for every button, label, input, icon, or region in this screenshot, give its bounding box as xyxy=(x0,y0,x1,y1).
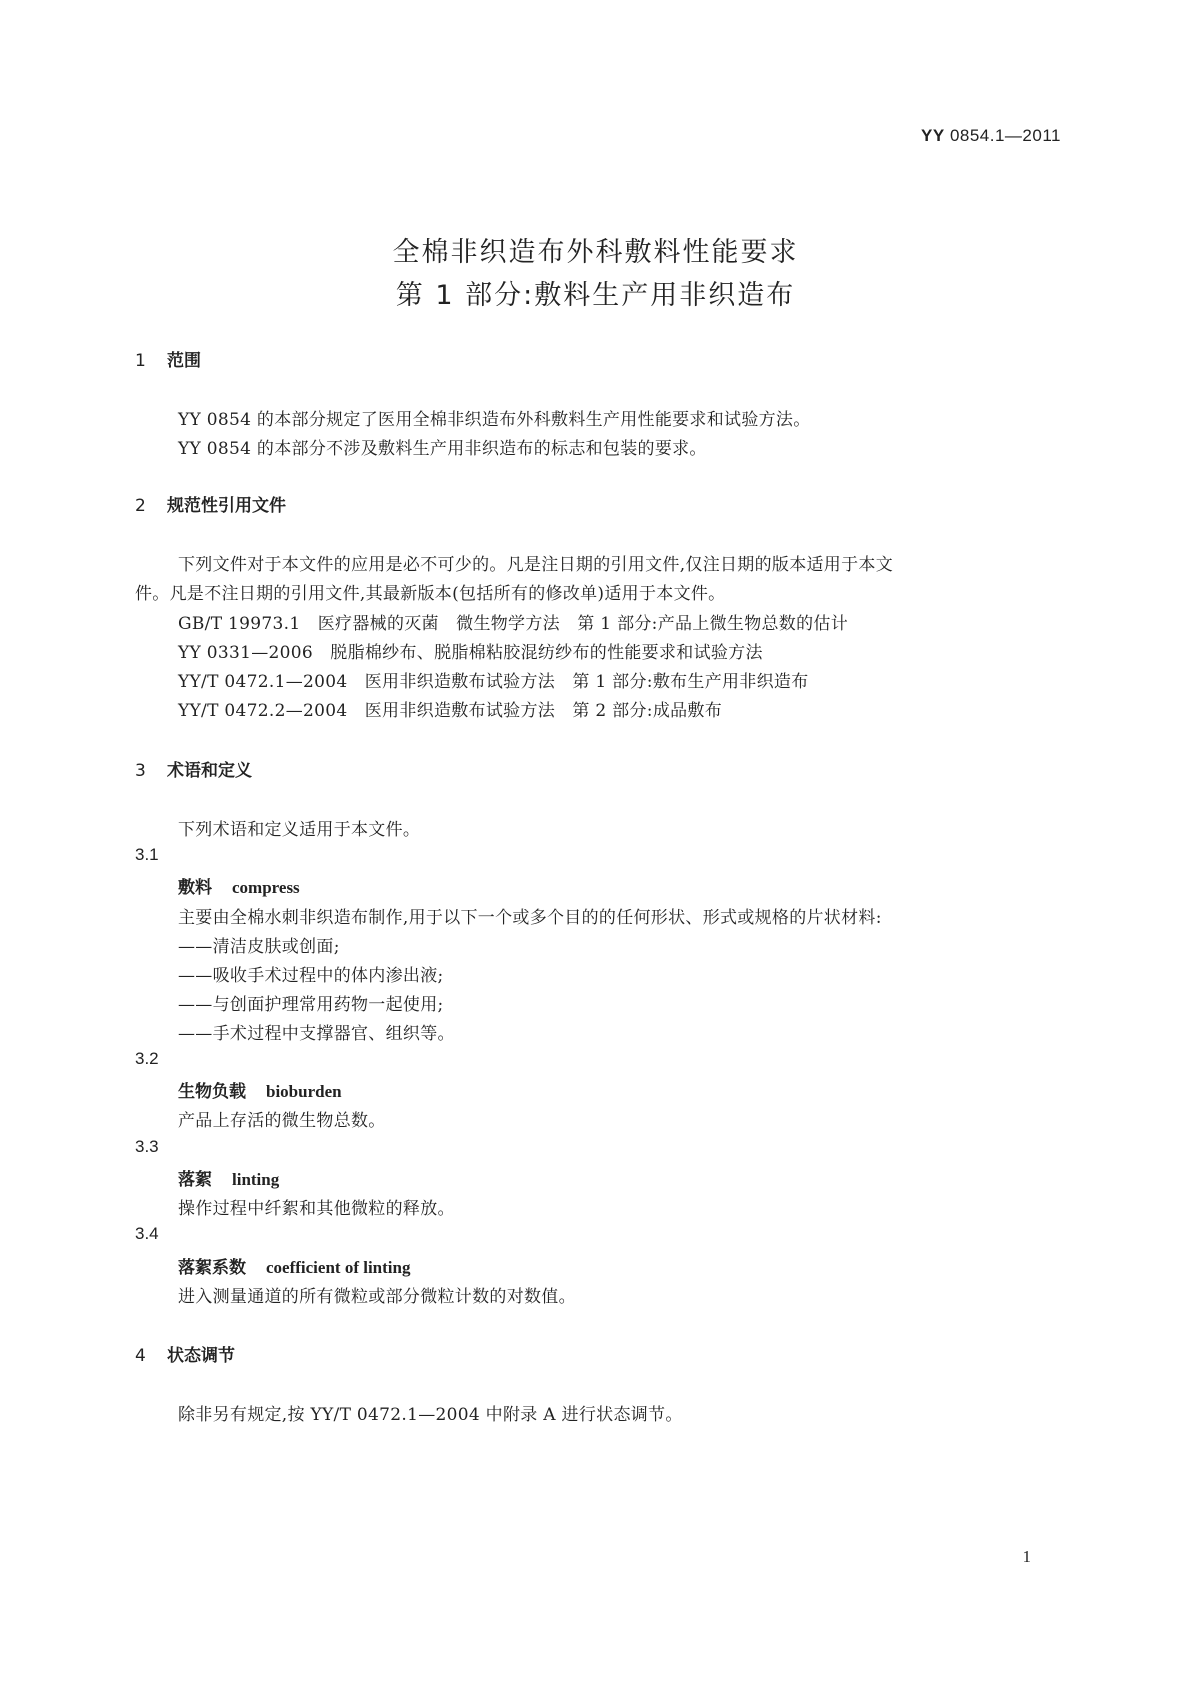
term-number: 3.4 xyxy=(135,1224,159,1243)
section-3-heading xyxy=(135,756,252,781)
paragraph: 件。凡是不注日期的引用文件,其最新版本(包括所有的修改单)适用于本文件。 xyxy=(135,584,726,604)
reference-item: YY/T 0472.1—2004 医用非织造敷布试验方法 第 1 部分:敷布生产用非织造布 xyxy=(178,672,809,692)
section-1-heading xyxy=(135,346,201,371)
section-title: 术语和定义 xyxy=(167,761,252,781)
section-title: 范围 xyxy=(167,351,201,371)
term-number: 3.2 xyxy=(135,1049,159,1068)
section-4-heading xyxy=(135,1341,235,1366)
term-en: coefficient of linting xyxy=(266,1258,411,1277)
term-definition: 进入测量通道的所有微粒或部分微粒计数的对数值。 xyxy=(178,1287,576,1307)
term-definition: 操作过程中纤絮和其他微粒的释放。 xyxy=(178,1199,455,1219)
term-en: compress xyxy=(232,878,300,897)
paragraph: 下列文件对于本文件的应用是必不可少的。凡是注日期的引用文件,仅注日期的版本适用于本文 xyxy=(178,555,894,575)
term-heading xyxy=(178,873,300,898)
term-heading xyxy=(178,1077,342,1102)
section-2-heading xyxy=(135,491,286,516)
list-item: ——手术过程中支撑器官、组织等。 xyxy=(178,1024,455,1044)
term-zh: 敷料 xyxy=(178,878,212,898)
term-zh: 落絮系数 xyxy=(178,1258,246,1278)
section-number: 1 xyxy=(135,351,146,371)
page-number: 1 xyxy=(1022,1547,1031,1566)
list-item: ——吸收手术过程中的体内渗出液; xyxy=(178,966,444,986)
term-number: 3.3 xyxy=(135,1137,159,1156)
list-item: ——清洁皮肤或创面; xyxy=(178,937,340,957)
list-item: ——与创面护理常用药物一起使用; xyxy=(178,995,444,1015)
term-definition: 产品上存活的微生物总数。 xyxy=(178,1111,386,1131)
document-title: 全棉非织造布外科敷料性能要求 xyxy=(392,237,799,268)
term-heading xyxy=(178,1165,279,1190)
paragraph: YY 0854 的本部分规定了医用全棉非织造布外科敷料生产用性能要求和试验方法。 xyxy=(178,410,811,430)
term-heading xyxy=(178,1253,410,1278)
paragraph: YY 0854 的本部分不涉及敷料生产用非织造布的标志和包装的要求。 xyxy=(178,439,707,459)
paragraph: 除非另有规定,按 YY/T 0472.1—2004 中附录 A 进行状态调节。 xyxy=(178,1405,683,1425)
reference-item: YY/T 0472.2—2004 医用非织造敷布试验方法 第 2 部分:成品敷布 xyxy=(178,701,723,721)
term-definition: 主要由全棉水刺非织造布制作,用于以下一个或多个目的的任何形状、形式或规格的片状材料: xyxy=(178,908,882,928)
term-en: linting xyxy=(232,1170,280,1189)
section-number: 4 xyxy=(135,1346,146,1366)
standard-prefix: YY xyxy=(921,126,945,145)
term-zh: 生物负载 xyxy=(178,1082,246,1102)
section-number: 3 xyxy=(135,761,146,781)
section-title: 规范性引用文件 xyxy=(167,496,286,516)
reference-item: GB/T 19973.1 医疗器械的灭菌 微生物学方法 第 1 部分:产品上微生物总数的估计 xyxy=(178,614,848,634)
term-zh: 落絮 xyxy=(178,1170,212,1190)
section-number: 2 xyxy=(135,496,146,516)
term-en: bioburden xyxy=(266,1082,342,1101)
standard-code xyxy=(921,126,1061,146)
standard-number: 0854.1—2011 xyxy=(949,126,1061,145)
document-subtitle: 第 1 部分:敷料生产用非织造布 xyxy=(395,280,796,311)
term-number: 3.1 xyxy=(135,845,159,864)
reference-item: YY 0331—2006 脱脂棉纱布、脱脂棉粘胶混纺纱布的性能要求和试验方法 xyxy=(178,643,763,663)
paragraph: 下列术语和定义适用于本文件。 xyxy=(178,820,421,840)
section-title: 状态调节 xyxy=(167,1346,235,1366)
